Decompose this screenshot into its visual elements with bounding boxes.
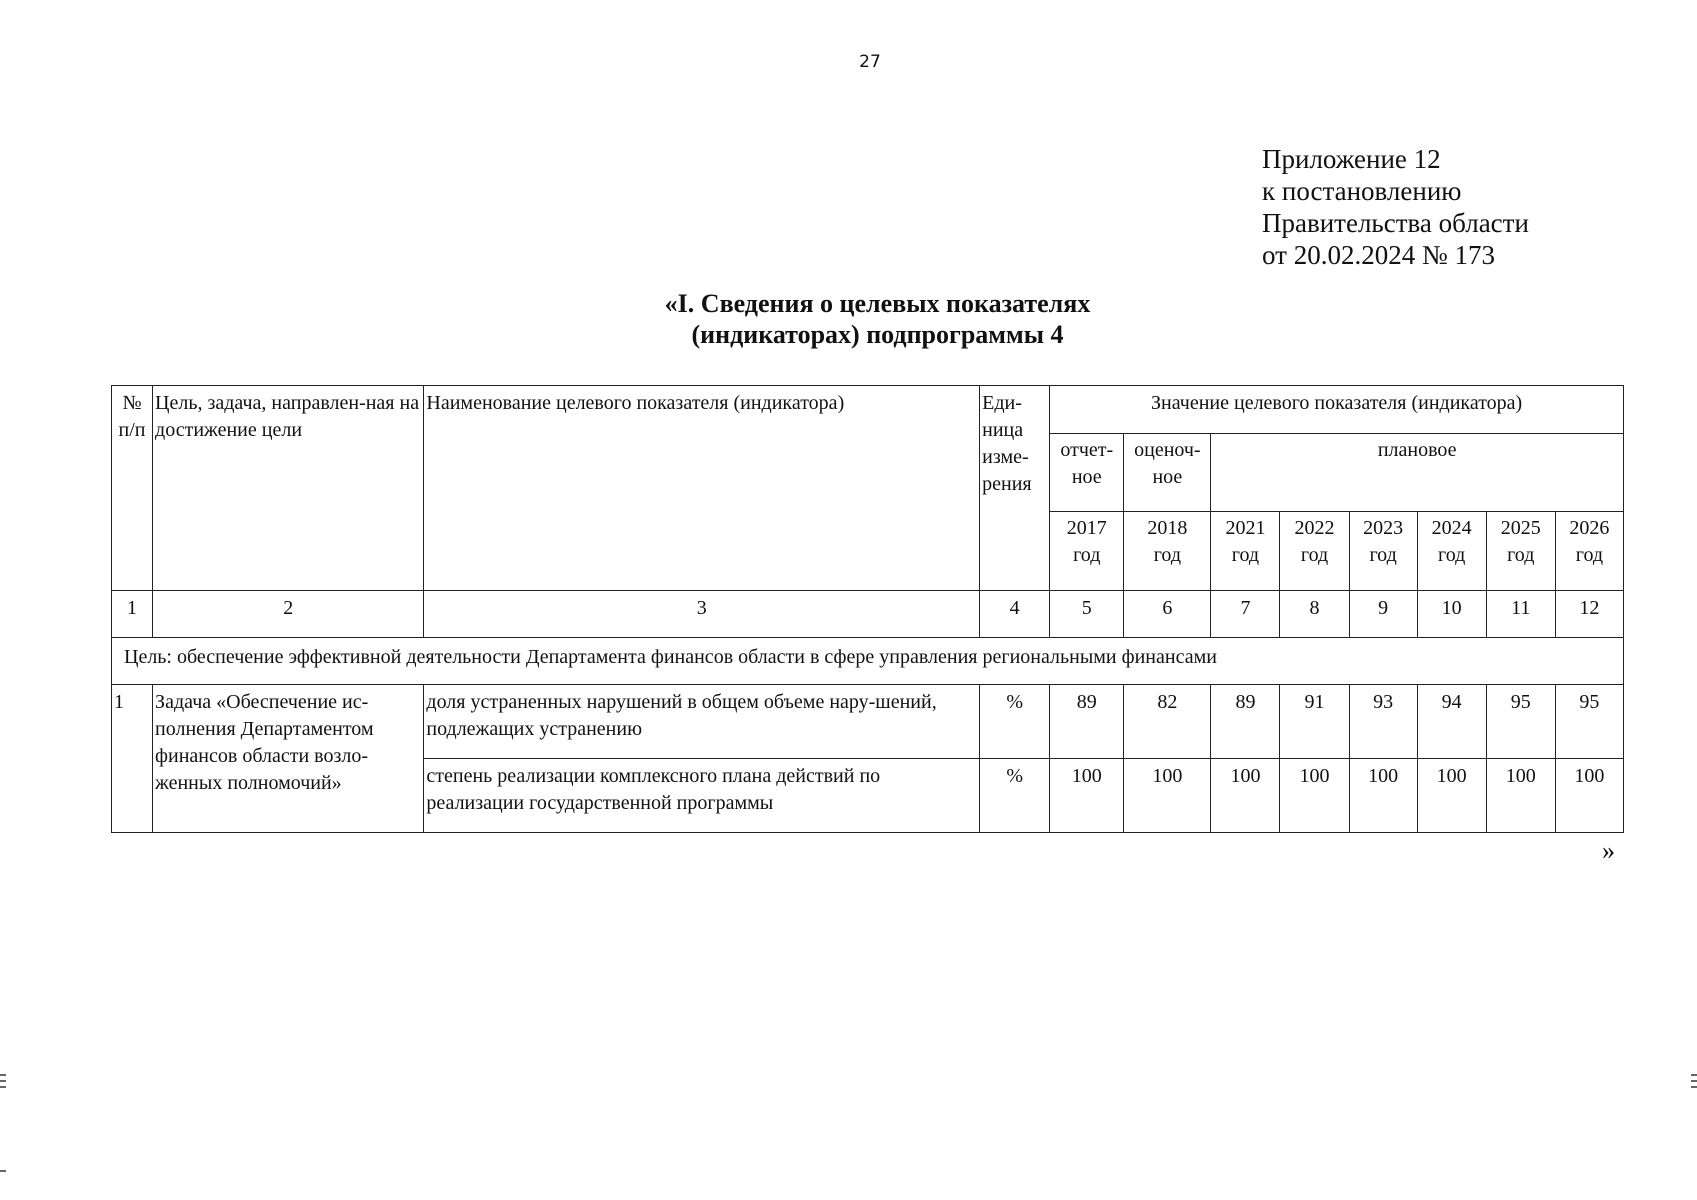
column-number: 9 [1349,591,1417,638]
header-year: 2025 год [1486,512,1555,591]
column-number: 7 [1211,591,1280,638]
indicator-value: 82 [1124,685,1211,759]
table-row [112,685,1624,759]
indicator-value: 100 [1417,759,1486,833]
indicator-value: 100 [1280,759,1349,833]
indicator-value: 100 [1555,759,1623,833]
column-number: 4 [980,591,1050,638]
appendix-line: Приложение 12 [1262,144,1441,174]
scan-mark [0,1074,6,1076]
scan-mark [1691,1080,1697,1082]
document-title [0,288,1697,350]
indicator-unit: % [980,759,1050,833]
header-indicator: Наименование целевого показателя (индикатора) [424,386,980,591]
header-value-group: Значение целевого показателя (индикатора) [1050,386,1624,434]
indicator-value: 100 [1124,759,1211,833]
column-number-row [112,591,1624,638]
indicator-value: 91 [1280,685,1349,759]
goal-row: Цель: обеспечение эффективной деятельности Департамента финансов области в сфере управления региональными финансами [112,638,1624,685]
indicator-value: 100 [1486,759,1555,833]
indicator-name: степень реализации комплексного плана действий по реализации государственной программы [424,759,980,833]
indicator-unit: % [980,685,1050,759]
scan-mark [1691,1074,1697,1076]
header-num: № п/п [112,386,153,591]
header-estimated: оценоч-ное [1124,434,1211,512]
header-year: 2022 год [1280,512,1349,591]
column-number: 3 [424,591,980,638]
scan-mark [0,1080,6,1082]
header-year: 2018 год [1124,512,1211,591]
column-number: 5 [1050,591,1124,638]
title-line: «I. Сведения о целевых показателях [664,289,1091,318]
scan-mark [1691,1086,1697,1088]
indicator-value: 100 [1349,759,1417,833]
header-year: 2017 год [1050,512,1124,591]
indicator-value: 93 [1349,685,1417,759]
title-line: (индикаторах) подпрограммы 4 [691,320,1064,349]
column-number: 10 [1417,591,1486,638]
indicator-value: 100 [1211,759,1280,833]
appendix-line: Правительства области [1262,208,1529,238]
task-text: Задача «Обеспечение ис-полнения Департаментом финансов области возло-женных полномочий» [153,685,424,833]
scan-mark [0,1170,6,1172]
header-year: 2026 год [1555,512,1623,591]
header-goal: Цель, задача, направлен-ная на достижение цели [153,386,424,591]
appendix-block [1262,143,1529,271]
task-number: 1 [112,685,153,833]
header-year: 2021 год [1211,512,1280,591]
indicator-value: 95 [1555,685,1623,759]
column-number: 6 [1124,591,1211,638]
header-unit: Еди-ница изме-рения [980,386,1050,591]
indicator-name: доля устраненных нарушений в общем объеме нару-шений, подлежащих устранению [424,685,980,759]
page-number: 27 [859,52,881,72]
header-year: 2024 год [1417,512,1486,591]
header-reported: отчет-ное [1050,434,1124,512]
column-number: 1 [112,591,153,638]
indicator-value: 94 [1417,685,1486,759]
column-number: 8 [1280,591,1349,638]
closing-quote: » [1602,836,1615,865]
appendix-line: от 20.02.2024 № 173 [1262,240,1495,270]
column-number: 12 [1555,591,1623,638]
column-number: 2 [153,591,424,638]
scan-mark [0,1086,6,1088]
indicator-value: 100 [1050,759,1124,833]
indicator-value: 89 [1211,685,1280,759]
indicator-value: 95 [1486,685,1555,759]
column-number: 11 [1486,591,1555,638]
header-year: 2023 год [1349,512,1417,591]
indicators-table [111,385,1624,833]
header-planned: плановое [1211,434,1624,512]
appendix-line: к постановлению [1262,176,1462,206]
indicator-value: 89 [1050,685,1124,759]
